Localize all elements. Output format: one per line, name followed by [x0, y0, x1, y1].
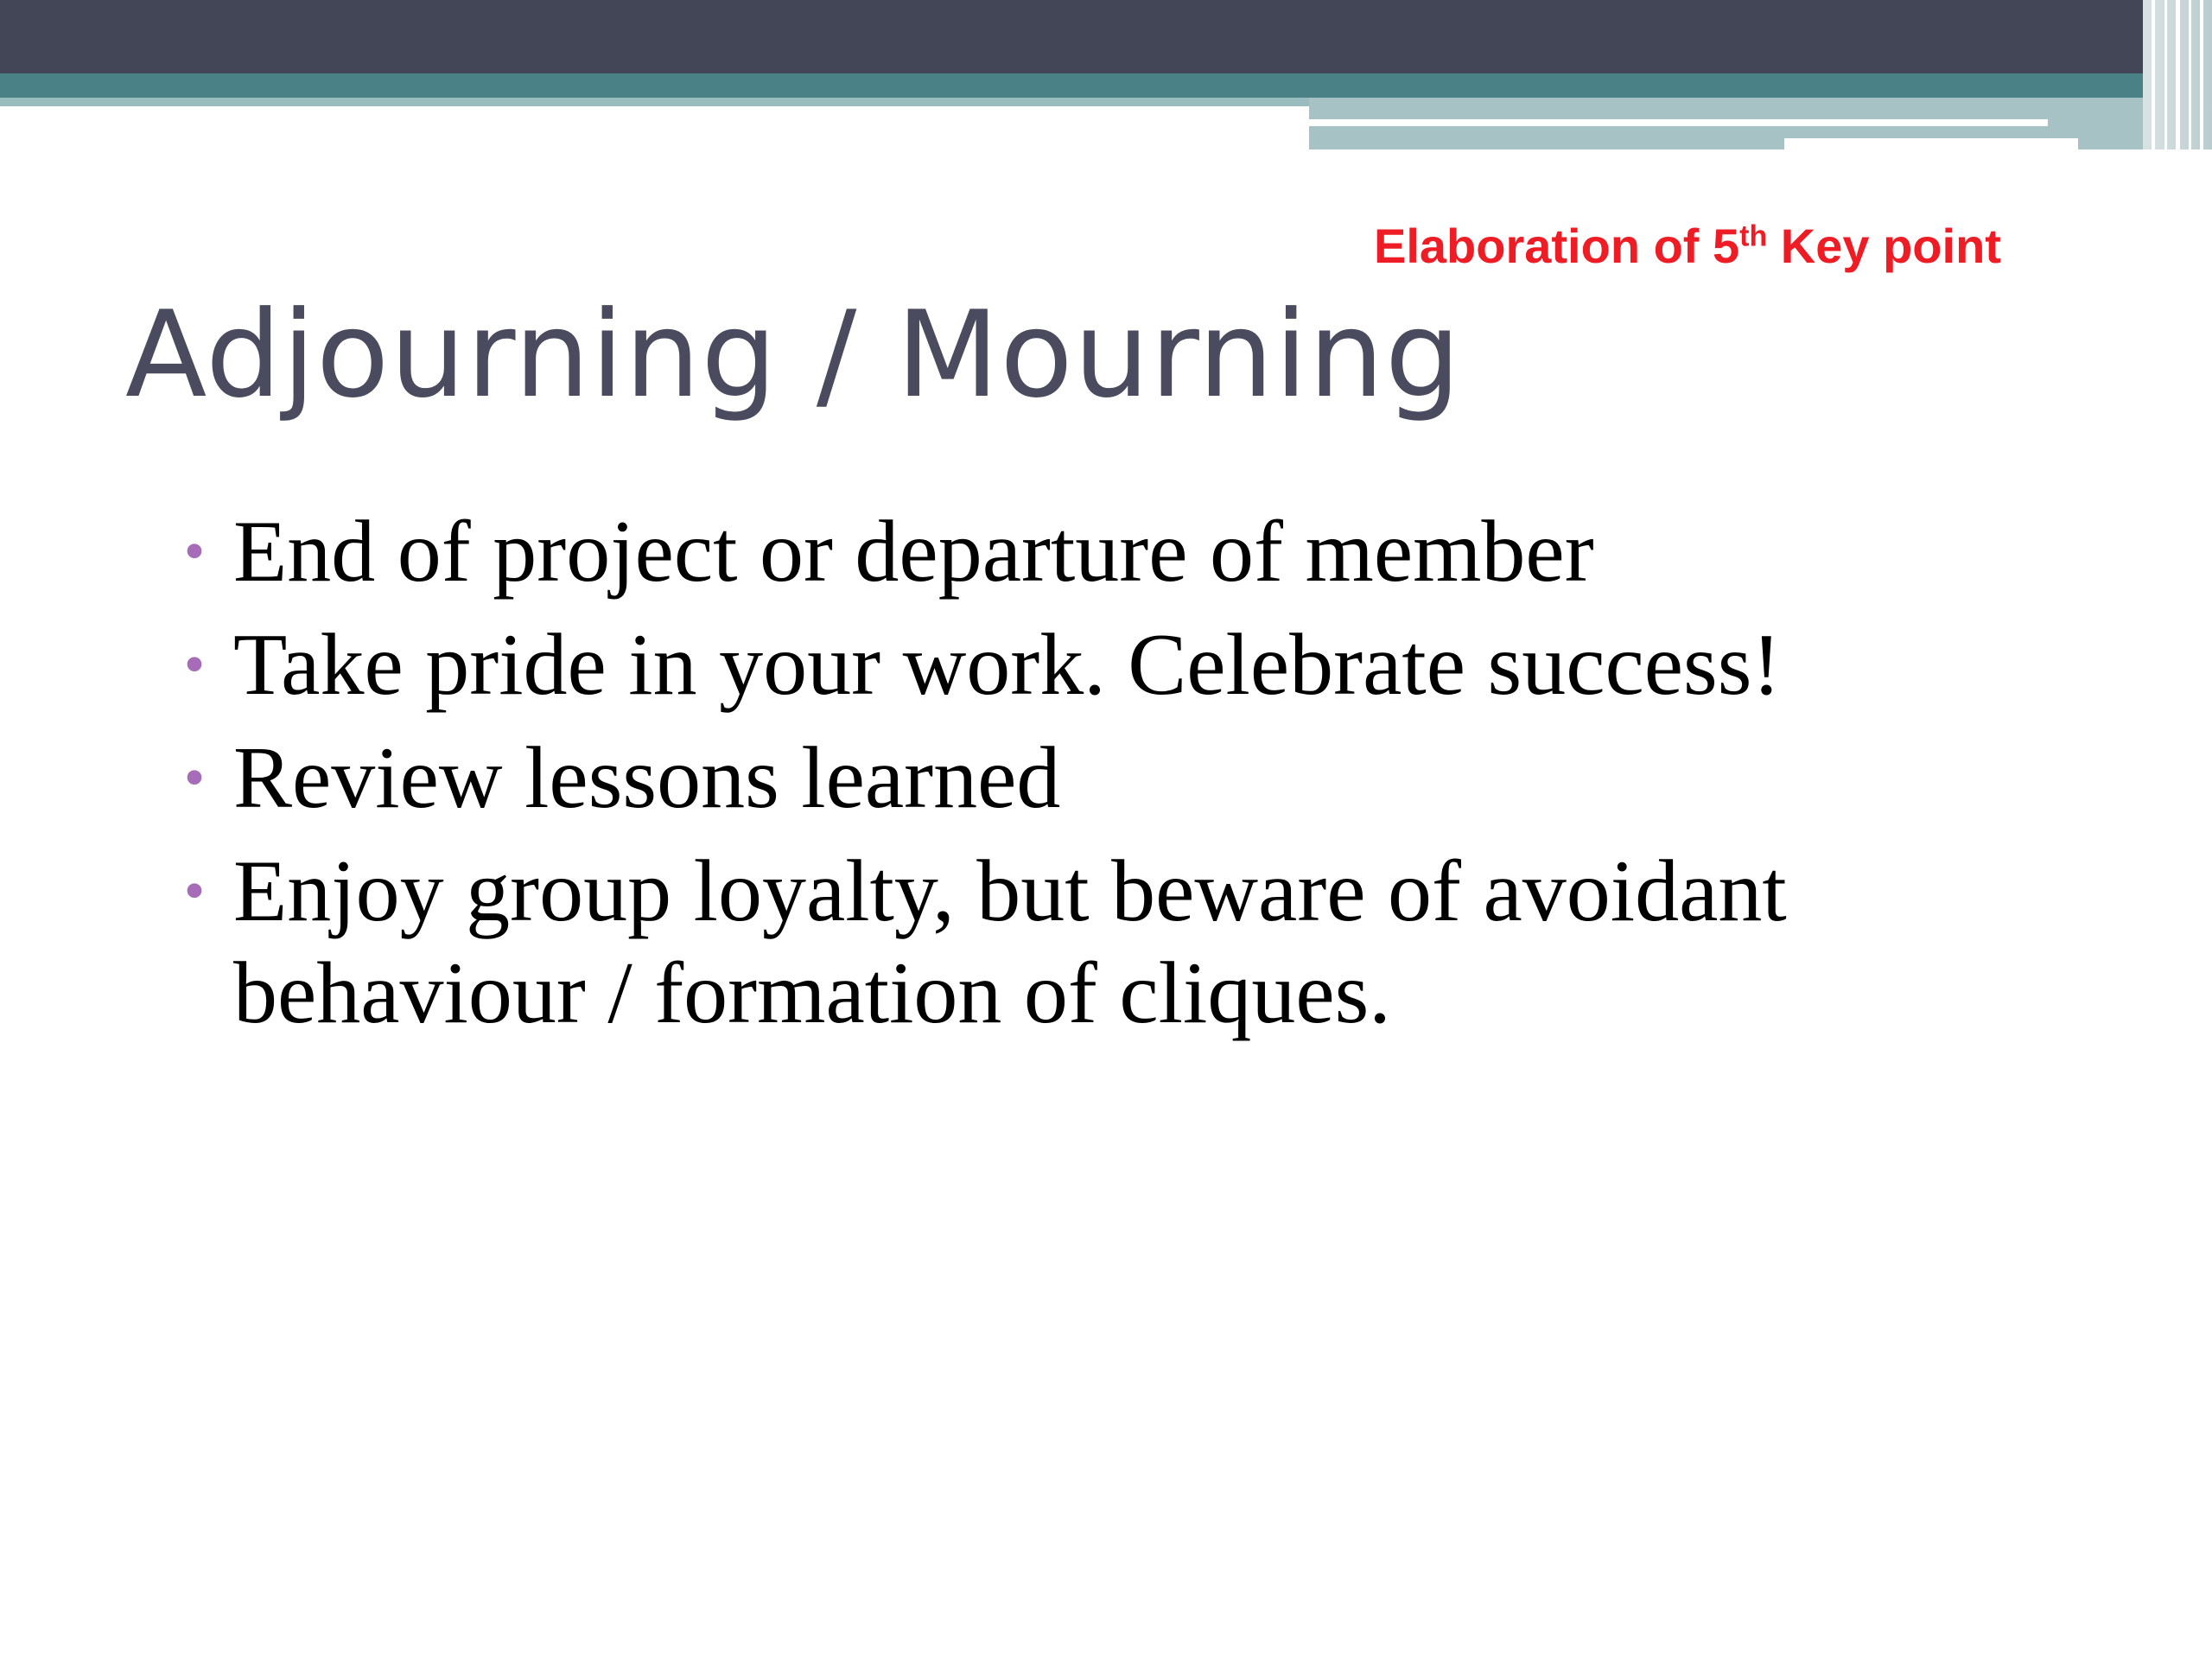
annotation-superscript: th	[1739, 219, 1768, 253]
header-stripe	[2189, 0, 2191, 149]
header-accent-line	[1309, 119, 2048, 126]
header-stripe	[2164, 0, 2167, 149]
header-stripe	[2152, 0, 2155, 149]
bullet-text: End of project or departure of member	[233, 503, 1594, 601]
bullet-list	[183, 501, 2091, 1056]
header-accent-line-short	[1784, 138, 2078, 149]
bullet-item	[183, 841, 2091, 1045]
bullet-item	[183, 728, 2091, 830]
bullet-item	[183, 614, 2091, 716]
bullet-item	[183, 501, 2091, 603]
header-stripe	[2176, 0, 2180, 149]
header-band-teal	[0, 73, 2212, 98]
bullet-icon: •	[183, 858, 206, 925]
header-band-light	[0, 98, 1309, 106]
annotation-prefix: Elaboration of 5	[1374, 219, 1740, 273]
key-point-annotation	[1374, 218, 2001, 274]
header-band-dark	[0, 0, 2212, 73]
bullet-text: Enjoy group loyalty, but beware of avoidant behaviour / formation of cliques.	[233, 842, 1787, 1042]
bullet-icon: •	[183, 518, 206, 585]
bullet-text: Review lessons learned	[233, 729, 1061, 827]
slide-title: Adjourning / Mourning	[125, 285, 1462, 424]
bullet-text: Take pride in your work. Celebrate success!	[233, 616, 1782, 714]
annotation-suffix: Key point	[1767, 219, 2001, 273]
header-stripe	[2200, 0, 2203, 149]
bullet-icon: •	[183, 632, 206, 698]
bullet-icon: •	[183, 745, 206, 811]
